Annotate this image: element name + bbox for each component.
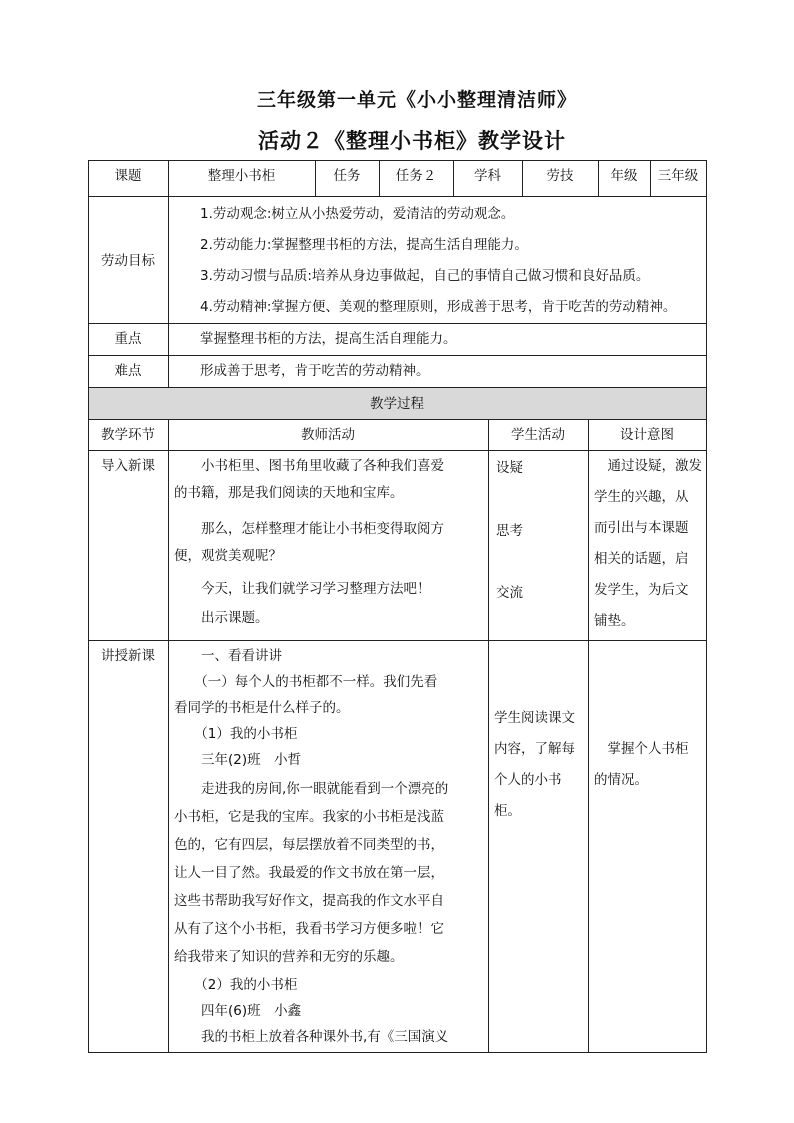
table-border-right bbox=[706, 160, 707, 1053]
key-point-label: 重点 bbox=[114, 331, 142, 347]
goals-label: 劳动目标 bbox=[101, 253, 155, 269]
lesson-teacher-line: 走进我的房间,你一眼就能看到一个漂亮的 bbox=[174, 781, 449, 797]
intro-teacher-line: 小书柜里、图书角里收藏了各种我们喜爱 bbox=[174, 458, 444, 474]
lesson-teacher-line: 从有了这个小书柜，我看书学习方便多啦！它 bbox=[174, 921, 444, 937]
lesson-student-line: 个人的小书 bbox=[494, 772, 562, 788]
goal-item: 1.劳动观念:树立从小热爱劳动，爱清洁的劳动观念。 bbox=[200, 206, 515, 222]
table-col-divider bbox=[168, 419, 169, 1053]
topic-label: 课题 bbox=[114, 168, 142, 184]
process-title: 教学过程 bbox=[370, 396, 424, 412]
grade-value: 三年级 bbox=[657, 168, 699, 184]
lesson-teacher-line: 我的书柜上放着各种课外书,有《三国演义 bbox=[174, 1029, 449, 1045]
intro-intent-line: 而引出与本课题 bbox=[594, 520, 689, 536]
intro-teacher-line: 那么，怎样整理才能让小书柜变得取阅方 bbox=[174, 521, 444, 537]
lesson-teacher-line: 这些书帮助我写好作文，提高我的作文水平自 bbox=[174, 893, 444, 909]
header-stage: 教学环节 bbox=[101, 427, 155, 443]
table-col-divider bbox=[488, 419, 489, 1053]
lesson-teacher-line: 让人一目了然。我最爱的作文书放在第一层， bbox=[174, 865, 444, 881]
lesson-teacher-line: 四年(6)班 小鑫 bbox=[174, 1003, 302, 1019]
header-student: 学生活动 bbox=[511, 427, 565, 443]
table-row-divider bbox=[88, 196, 707, 197]
intro-teacher-line: 今天，让我们就学习学习整理方法吧！ bbox=[174, 581, 431, 597]
intro-intent-line: 学生的兴趣，从 bbox=[594, 489, 689, 505]
difficulty-value: 形成善于思考，肯于吃苦的劳动精神。 bbox=[200, 363, 430, 379]
intro-student-activity: 交流 bbox=[496, 585, 523, 601]
lesson-teacher-line: 给我带来了知识的营养和无穷的乐趣。 bbox=[174, 949, 404, 965]
lesson-teacher-line: 小书柜，它是我的宝库。我家的小书柜是浅蓝 bbox=[174, 809, 444, 825]
intro-intent-line: 铺垫。 bbox=[594, 613, 635, 629]
goal-item: 3.劳动习惯与品质:培养从身边事做起，自己的事情自己做习惯和良好品质。 bbox=[200, 268, 650, 284]
intro-intent-line: 通过设疑，激发 bbox=[594, 458, 702, 474]
lesson-intent-line: 的情况。 bbox=[594, 772, 648, 788]
table-row-divider bbox=[88, 323, 707, 324]
header-teacher: 教师活动 bbox=[301, 427, 355, 443]
lesson-intent-line: 掌握个人书柜 bbox=[594, 741, 689, 757]
lesson-teacher-line: 看同学的书柜是什么样子的。 bbox=[174, 700, 350, 716]
intro-student-activity: 思考 bbox=[496, 523, 523, 539]
table-border-left bbox=[88, 160, 89, 1053]
table-row-divider bbox=[88, 387, 707, 388]
lesson-teacher-line: 三年(2)班 小哲 bbox=[174, 752, 302, 768]
subject-label: 学科 bbox=[474, 168, 501, 184]
topic-value: 整理小书柜 bbox=[207, 168, 276, 184]
intro-teacher-line: 便，观赏美观呢？ bbox=[174, 548, 282, 564]
task-value: 任务２ bbox=[395, 168, 437, 184]
new-lesson-stage: 讲授新课 bbox=[101, 648, 155, 664]
lesson-student-line: 柜。 bbox=[494, 803, 521, 819]
goal-item: 4.劳动精神:掌握方便、美观的整理原则，形成善于思考，肯于吃苦的劳动精神。 bbox=[200, 299, 677, 315]
table-col-divider bbox=[168, 196, 169, 387]
intro-intent-line: 相关的话题，启 bbox=[594, 551, 689, 567]
document-title: 三年级第一单元《小小整理清洁师》 bbox=[256, 89, 577, 111]
intro-teacher-line: 的书籍，那是我们阅读的天地和宝库。 bbox=[174, 485, 404, 501]
table-row-divider bbox=[88, 355, 707, 356]
table-border-top bbox=[88, 160, 707, 161]
grade-label: 年级 bbox=[610, 168, 638, 184]
intro-student-activity: 设疑 bbox=[496, 460, 523, 476]
intro-stage: 导入新课 bbox=[101, 458, 155, 474]
lesson-teacher-line: （一）每个人的书柜都不一样。我们先看 bbox=[174, 674, 438, 690]
header-intent: 设计意图 bbox=[620, 427, 674, 443]
table-col-divider bbox=[588, 419, 589, 1053]
lesson-teacher-line: （2）我的小书柜 bbox=[174, 977, 298, 993]
subject-value: 劳技 bbox=[546, 168, 574, 184]
lesson-student-line: 学生阅读课文 bbox=[494, 710, 575, 726]
document-subtitle: 活动２《整理小书柜》教学设计 bbox=[258, 128, 566, 153]
goal-item: 2.劳动能力:掌握整理书柜的方法，提高生活自理能力。 bbox=[200, 237, 528, 253]
lesson-teacher-line: （1）我的小书柜 bbox=[174, 726, 298, 742]
difficulty-label: 难点 bbox=[114, 363, 142, 379]
task-label: 任务 bbox=[333, 168, 361, 184]
key-point-value: 掌握整理书柜的方法，提高生活自理能力。 bbox=[200, 331, 457, 347]
lesson-teacher-line: 色的，它有四层，每层摆放着不同类型的书， bbox=[174, 837, 444, 853]
lesson-teacher-line: 一、看看讲讲 bbox=[174, 648, 282, 664]
intro-intent-line: 发学生，为后文 bbox=[594, 582, 689, 598]
lesson-student-line: 内容，了解每 bbox=[494, 741, 575, 757]
table-row-divider bbox=[88, 419, 707, 420]
intro-teacher-line: 出示课题。 bbox=[174, 610, 269, 626]
